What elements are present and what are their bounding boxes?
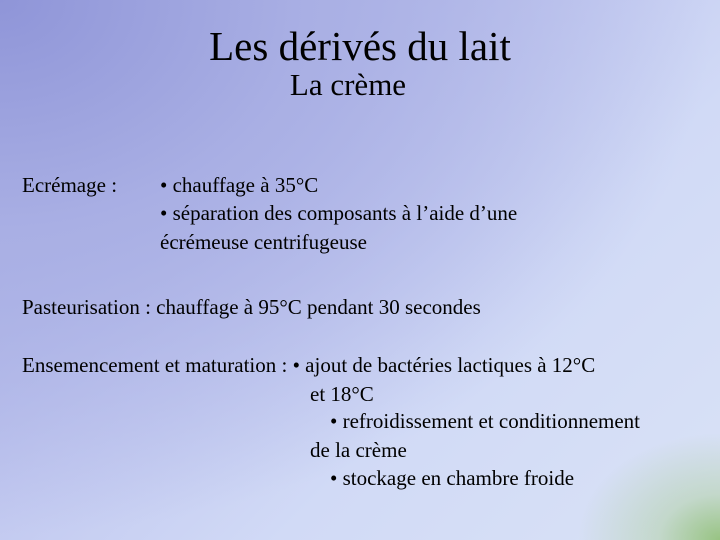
ensemencement-bullet-cooling-continued: de la crème <box>310 438 407 462</box>
ensemencement-bullet-cooling: • refroidissement et conditionnement <box>330 409 641 433</box>
ecremage-bullet-heating: • chauffage à 35°C <box>160 173 319 197</box>
ensemencement-line-continued: et 18°C <box>310 382 374 406</box>
pasteurisation-text: Pasteurisation : chauffage à 95°C pendant 30 secondes <box>22 295 481 319</box>
ecremage-label: Ecrémage : <box>22 173 118 197</box>
ensemencement-bullet-storage: • stockage en chambre froide <box>330 466 575 490</box>
ecremage-bullet-separation-continued: écrémeuse centrifugeuse <box>160 230 367 254</box>
ecremage-bullet-separation: • séparation des composants à l’aide d’une <box>160 201 518 225</box>
ensemencement-line: Ensemencement et maturation : • ajout de bactéries lactiques à 12°C <box>22 353 596 377</box>
slide-subtitle: La crème <box>289 67 407 102</box>
slide-title: Les dérivés du lait <box>209 23 511 69</box>
